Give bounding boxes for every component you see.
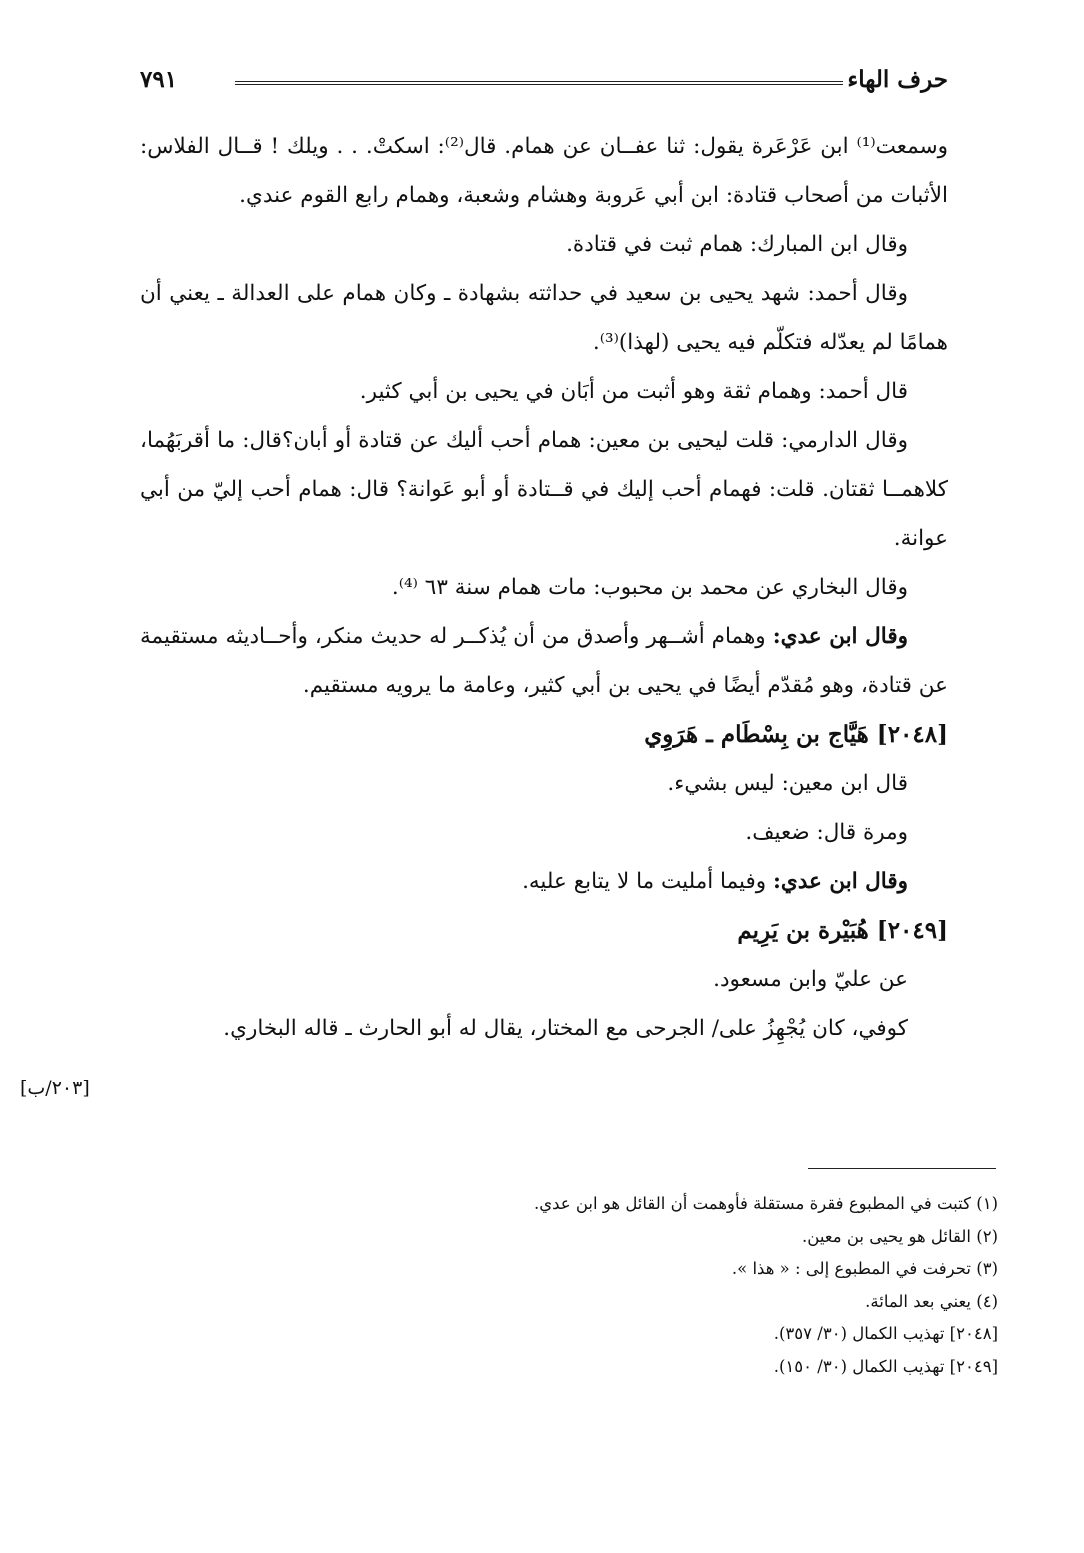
footnote-separator — [808, 1168, 996, 1169]
paragraph-9: ومرة قال: ضعيف. — [745, 820, 908, 845]
manuscript-folio-note: [٢٠٣/ب] — [20, 1077, 90, 1099]
paragraph-1: وسمعت⁽¹⁾ ابن عَرْعَرة يقول: ثنا عفــان عن همام. قال⁽²⁾: اسكتْ. . . ويلك ! قــال الفلاس: الأثبات من أصحاب قتادة: ابن أبي عَروبة وهشام وشعبة، وهمام رابع القوم عندي. — [140, 134, 948, 208]
footnotes — [140, 1188, 998, 1383]
paragraph-10 — [140, 857, 948, 906]
paragraph-3: وقال أحمد: شهد يحيى بن سعيد في حداثته بشهادة ـ وكان همام على العدالة ـ يعني أن همامًا لم يعدّله فتكلّم فيه يحيى (لهذا)⁽³⁾. — [140, 281, 948, 355]
page-number: ٧٩١ — [140, 66, 178, 93]
paragraph-10-text: وفيما أمليت ما لا يتابع عليه. — [522, 869, 773, 894]
paragraph-5: وقال الدارمي: قلت ليحيى بن معين: همام أحب أليك عن قتادة أو أبان؟قال: ما أقربَهُما، كلاهمــا ثقتان. قلت: فهمام أحب إليك في قــتادة أو أبو عَوانة؟ قال: همام أحب إليّ من أبي عوانة. — [140, 428, 948, 551]
paragraph-7-lead: وقال ابن عدي: — [772, 624, 908, 649]
footnote-1: (١) كتبت في المطبوع فقرة مستقلة فأوهمت أن القائل هو ابن عدي. — [533, 1194, 998, 1213]
header-rule — [235, 81, 843, 85]
paragraph-7-text: وهمام أشــهر وأصدق من أن يُذكــر له حديث منكر، وأحــاديثه مستقيمة عن قتادة، وهو مُقدّم أيضًا في يحيى بن أبي كثير، وعامة ما يرويه مستقيم. — [140, 624, 948, 698]
paragraph-8: قال ابن معين: ليس بشيء. — [667, 771, 908, 796]
paragraph-11: عن عليّ وابن مسعود. — [713, 967, 908, 992]
main-text — [140, 122, 948, 1053]
entry-heading-2048: [٢٠٤٨] هَيَّاج بن بِسْطَام ـ هَرَوِي — [644, 721, 948, 748]
paragraph-4: قال أحمد: وهمام ثقة وهو أثبت من أبَان في يحيى بن أبي كثير. — [359, 379, 908, 404]
paragraph-10-lead: وقال ابن عدي: — [772, 869, 908, 894]
paragraph-6: وقال البخاري عن محمد بن محبوب: مات همام سنة ٦٣ ⁽⁴⁾. — [391, 575, 908, 600]
footnote-ref-2048: [٢٠٤٨] تهذيب الكمال (٣٠/ ٣٥٧). — [773, 1324, 998, 1343]
paragraph-2: وقال ابن المبارك: همام ثبت في قتادة. — [566, 232, 908, 257]
footnote-3: (٣) تحرفت في المطبوع إلى : « هذا ». — [731, 1259, 998, 1278]
chapter-title: حرف الهاء — [847, 66, 948, 93]
running-header — [140, 66, 948, 106]
paragraph-12: كوفي، كان يُجْهِزُ على/ الجرحى مع المختار، يقال له أبو الحارث ـ قاله البخاري. — [223, 1016, 908, 1041]
footnote-4: (٤) يعني بعد المائة. — [865, 1291, 998, 1311]
footnote-ref-2049: [٢٠٤٩] تهذيب الكمال (٣٠/ ١٥٠). — [773, 1356, 998, 1376]
footnote-2: (٢) القائل هو يحيى بن معين. — [802, 1226, 998, 1246]
entry-heading-2049: [٢٠٤٩] هُبَيْرة بن يَرِيم — [737, 917, 948, 944]
paragraph-7 — [140, 612, 948, 710]
